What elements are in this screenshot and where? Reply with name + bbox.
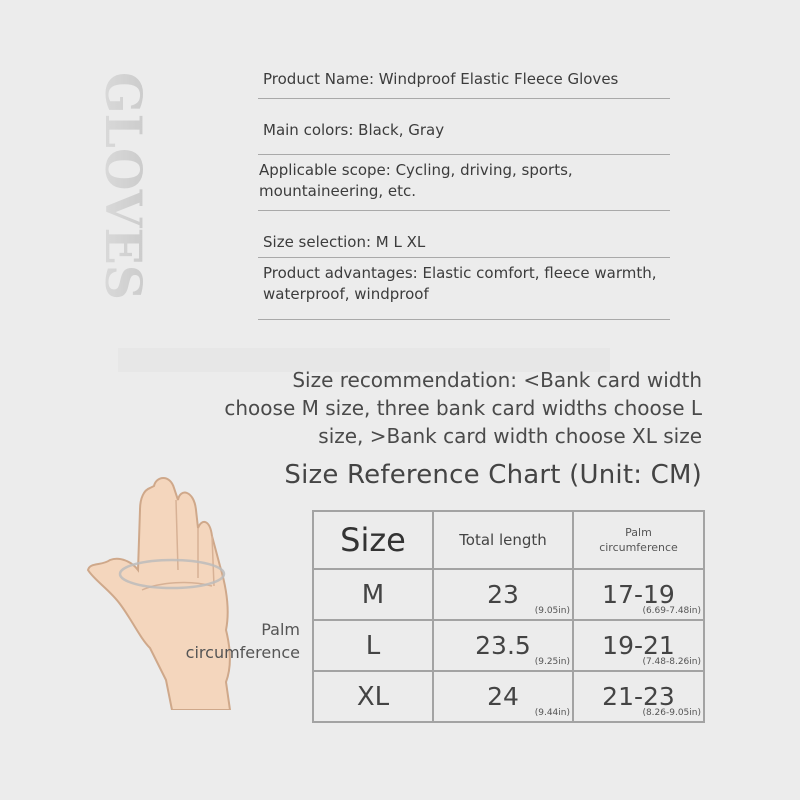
row-size: L	[313, 620, 433, 671]
palm-circumference-label: Palm circumference	[185, 620, 300, 662]
spec-product-advantages: Product advantages: Elastic comfort, fleece warmth, waterproof, windproof	[258, 258, 670, 320]
brand-watermark-graphic	[92, 72, 152, 302]
size-reference-table	[312, 510, 705, 723]
header-palm-circumference: Palm circumference	[573, 511, 704, 569]
row-total-length: 23.5 (9.25in)	[433, 620, 573, 671]
spec-product-name: Product Name: Windproof Elastic Fleece Gloves	[258, 62, 670, 99]
spec-main-colors: Main colors: Black, Gray	[258, 99, 670, 155]
row-palm-circumference: 21-23 (8.26-9.05in)	[573, 671, 704, 722]
row-size: XL	[313, 671, 433, 722]
spec-applicable-scope: Applicable scope: Cycling, driving, sports, mountaineering, etc.	[258, 155, 670, 211]
hand-illustration	[80, 470, 240, 710]
product-spec-list	[258, 62, 670, 320]
size-chart-title: Size Reference Chart (Unit: CM)	[284, 460, 702, 490]
size-recommendation: Size recommendation: <Bank card width choose M size, three bank card widths choose L size, >Bank card width choose XL size	[224, 368, 702, 448]
row-size: M	[313, 569, 433, 620]
row-total-length: 24 (9.44in)	[433, 671, 573, 722]
brand-watermark-text: GLOVES	[94, 72, 152, 302]
brand-watermark	[92, 72, 152, 302]
table-row	[313, 671, 704, 722]
table-row	[313, 569, 704, 620]
row-total-length: 23 (9.05in)	[433, 569, 573, 620]
table-header-row	[313, 511, 704, 569]
table-row	[313, 620, 704, 671]
row-palm-circumference: 19-21 (7.48-8.26in)	[573, 620, 704, 671]
spec-size-selection: Size selection: M L XL	[258, 211, 670, 258]
header-size: Size	[313, 511, 433, 569]
header-total-length: Total length	[433, 511, 573, 569]
row-palm-circumference: 17-19 (6.69-7.48in)	[573, 569, 704, 620]
